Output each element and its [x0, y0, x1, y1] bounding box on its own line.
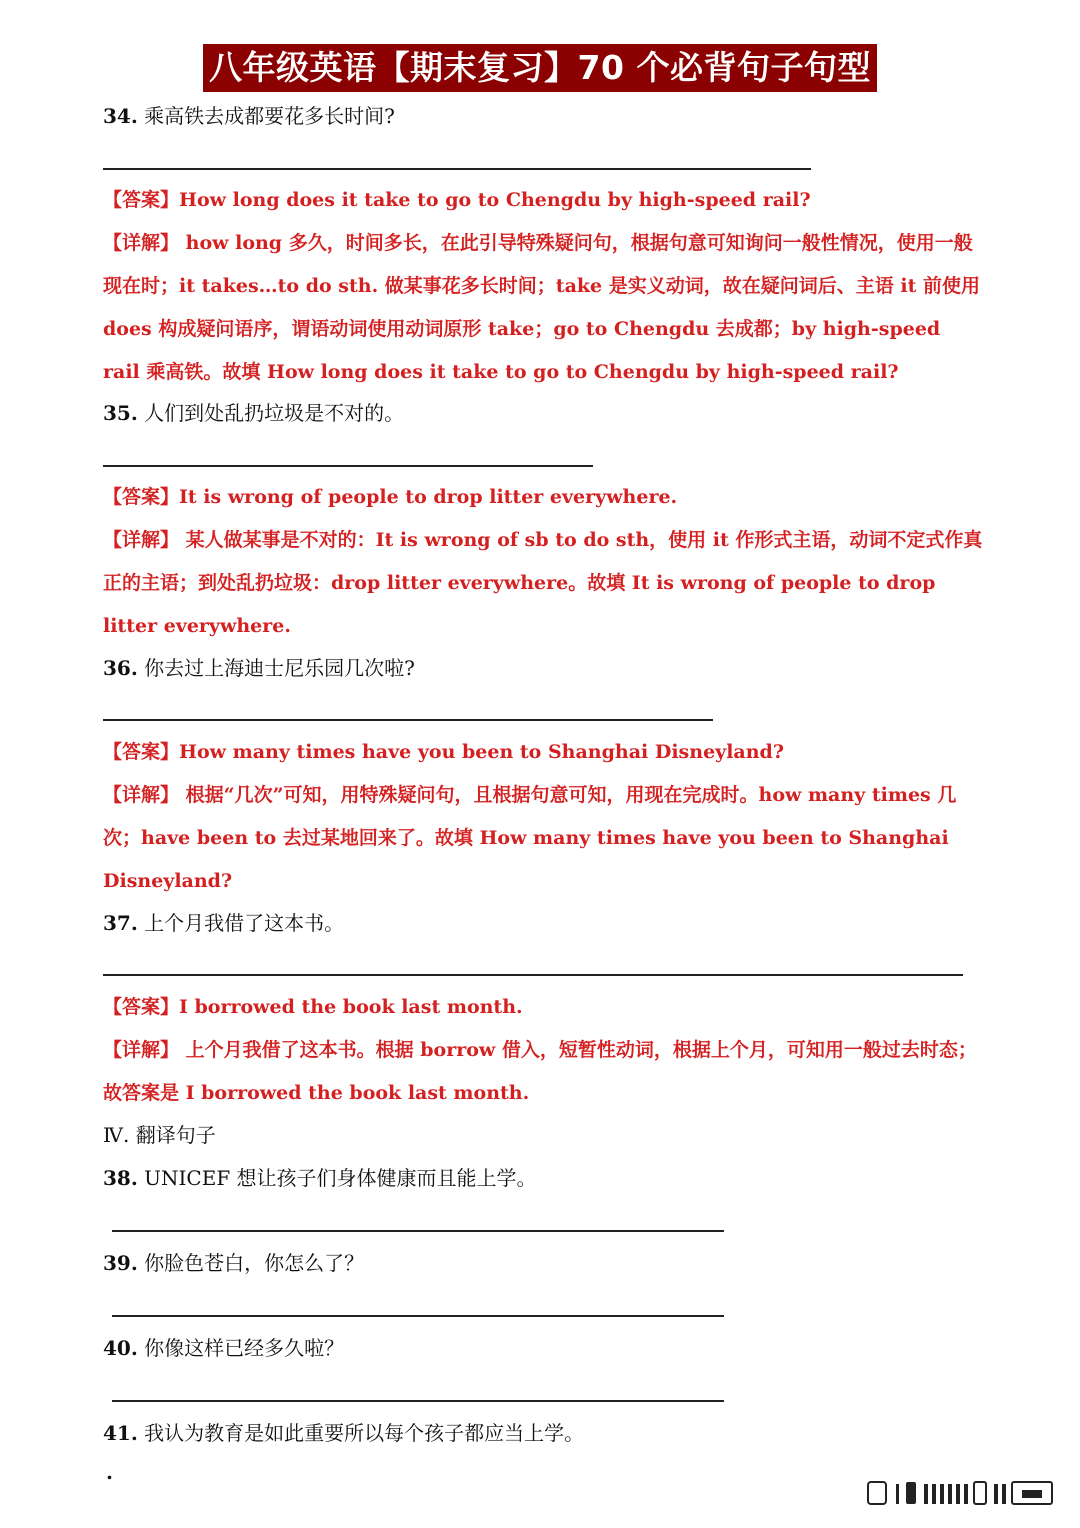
detail-37 — [103, 1029, 983, 1115]
answer-blank-line — [103, 974, 963, 976]
answer-tag: 【答案】 — [103, 189, 180, 211]
answer-text: How long does it take to go to Chengdu by high-speed rail? — [179, 189, 811, 211]
answer-34 — [103, 179, 983, 222]
question-34 — [103, 104, 395, 128]
detail-text: 根据“几次”可知，用特殊疑问句，且根据句意可知，用现在完成时。how many times 几次；have been to 去过某地回来了。故填 How many times have you been to Shanghai Disneyland? — [103, 784, 957, 892]
question-number: 35. — [103, 401, 138, 425]
question-number: 34. — [103, 104, 138, 128]
exercise-40 — [103, 1336, 344, 1360]
answer-text: I borrowed the book last month. — [179, 996, 523, 1018]
question-number: 38. — [103, 1166, 138, 1190]
question-text: 你去过上海迪士尼乐园几次啦? — [144, 656, 415, 680]
answer-blank-line — [112, 1315, 724, 1317]
answer-text: It is wrong of people to drop litter everywhere. — [179, 486, 678, 508]
answer-36 — [103, 731, 983, 774]
question-number: 36. — [103, 656, 138, 680]
detail-text: 某人做某事是不对的：It is wrong of sb to do sth，使用 it 作形式主语，动词不定式作真正的主语；到处乱扔垃圾：drop litter everywhere。故填 It is wrong of people to drop litter everywhere. — [103, 529, 983, 637]
question-36 — [103, 656, 415, 680]
question-number: 41. — [103, 1421, 138, 1445]
question-37 — [103, 911, 344, 935]
answer-blank-line — [103, 719, 713, 721]
detail-tag: 【详解】 — [103, 784, 180, 806]
answer-blank-line — [112, 1230, 724, 1232]
answer-blank-line — [103, 465, 593, 467]
exercise-38 — [103, 1166, 537, 1190]
question-text: 我认为教育是如此重要所以每个孩子都应当上学。 — [144, 1421, 585, 1445]
question-text: 你脸色苍白，你怎么了？ — [144, 1251, 365, 1275]
question-text: 上个月我借了这本书。 — [144, 911, 345, 935]
exercise-39 — [103, 1251, 364, 1275]
detail-36 — [103, 774, 983, 903]
detail-text: how long 多久，时间多长，在此引导特殊疑问句，根据句意可知询问一般性情况，使用一般现在时；it takes…to do sth. 做某事花多长时间；take 是实义动词，故在疑问词后、主语 it 前使用 does 构成疑问语序，谓语动词使用动词原形 take；go to Chengdu 去成都；by high-speed rail 乘高铁。故填 How long does it take to go to Chengdu by high-speed rail? — [103, 232, 980, 383]
exercise-41 — [103, 1421, 584, 1445]
trailing-mark: . — [106, 1460, 113, 1484]
detail-tag: 【详解】 — [103, 529, 180, 551]
question-text: 乘高铁去成都要花多长时间? — [144, 104, 395, 128]
answer-37 — [103, 986, 983, 1029]
detail-35 — [103, 519, 983, 648]
answer-tag: 【答案】 — [103, 486, 180, 508]
watermark-logo-icon — [862, 1480, 1062, 1510]
detail-tag: 【详解】 — [103, 232, 180, 254]
question-text: 人们到处乱扔垃圾是不对的。 — [144, 401, 405, 425]
question-35 — [103, 401, 404, 425]
detail-text: 上个月我借了这本书。根据 borrow 借入，短暂性动词，根据上个月，可知用一般过去时态；故答案是 I borrowed the book last month. — [103, 1039, 977, 1104]
answer-text: How many times have you been to Shanghai Disneyland? — [179, 741, 784, 763]
answer-tag: 【答案】 — [103, 741, 180, 763]
answer-blank-line — [112, 1400, 724, 1402]
question-text: UNICEF 想让孩子们身体健康而且能上学。 — [144, 1166, 537, 1190]
question-text: 你像这样已经多久啦？ — [144, 1336, 345, 1360]
title-banner — [0, 44, 1080, 92]
detail-34 — [103, 222, 983, 394]
answer-35 — [103, 476, 983, 519]
question-number: 37. — [103, 911, 138, 935]
question-number: 40. — [103, 1336, 138, 1360]
question-number: 39. — [103, 1251, 138, 1275]
section-heading: Ⅳ. 翻译句子 — [103, 1123, 216, 1147]
detail-tag: 【详解】 — [103, 1039, 180, 1061]
answer-tag: 【答案】 — [103, 996, 180, 1018]
page-title: 八年级英语【期末复习】70 个必背句子句型 — [203, 44, 877, 92]
answer-blank-line — [103, 168, 811, 170]
